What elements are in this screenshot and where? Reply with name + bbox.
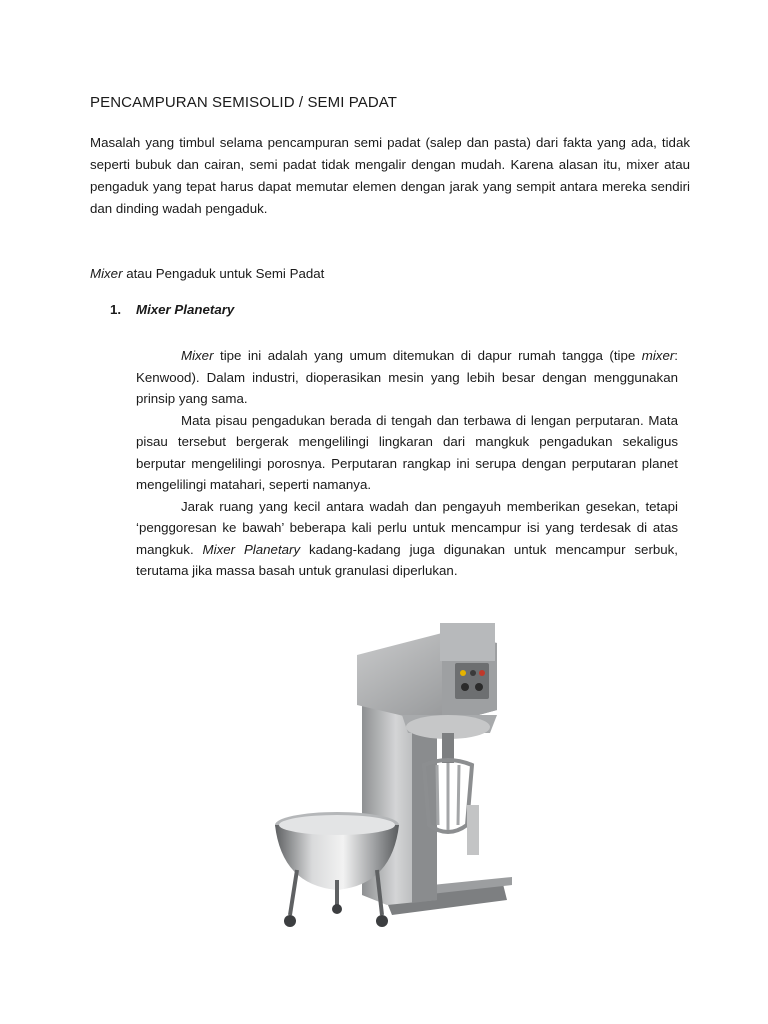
subheading-rest: atau Pengaduk untuk Semi Padat (122, 266, 325, 281)
body-text (136, 345, 678, 582)
caster-wheel (376, 915, 388, 927)
planetary-mixer-image (262, 615, 512, 945)
paragraph-2: Mata pisau pengadukan berada di tengah dan terbawa di lengan perputaran. Mata pisau tersebut bergerak mengelilingi lingkaran dari mangkuk pengadukan sekaligus berputar mengelilingi porosnya. Perputaran rangkap ini serupa dengan perputaran planet mengelilingi matahari, seperti namanya. (136, 412, 678, 492)
p3-italic-b: Mixer Planetary (202, 541, 301, 557)
p1-text-d: : Kenwood). Dalam industri, dioperasikan mesin yang lebih besar dengan menggunakan prinsip yang sama. (136, 348, 678, 406)
control-panel (455, 663, 489, 699)
p3-text-a: Jarak ruang yang kecil antara wadah dan pengayuh memberikan gesekan, tetapi ‘penggoresan ke bawah’ beberapa kali perlu untuk mencampur isi yang terdesak di atas mangkuk. (136, 498, 678, 557)
caster-wheel (332, 904, 342, 914)
caster-wheel (284, 915, 296, 927)
intro-paragraph: Masalah yang timbul selama pencampuran semi padat (salep dan pasta) dari fakta yang ada, tidak seperti bubuk dan cairan, semi padat tidak mengalir dengan mudah. Karena alasan itu, mixer atau pengaduk yang tepat harus dapat memutar elemen dengan jarak yang sempit antara mereka sendiri dan dinding wadah pengaduk. (90, 135, 690, 216)
page-title: PENCAMPURAN SEMISOLID / SEMI PADAT (90, 94, 398, 111)
list-item-label: Mixer Planetary (136, 302, 235, 317)
p1-italic-a: Mixer (181, 348, 214, 363)
paragraph-1 (136, 345, 678, 410)
subheading-italic: Mixer (90, 266, 123, 281)
p3-text-c: kadang-kadang juga digunakan untuk mencampur serbuk, terutama jika massa basah untuk granulasi diperlukan. (136, 541, 679, 578)
list-item-number: 1. (110, 302, 122, 317)
p1-italic-c: mixer (641, 348, 675, 363)
paragraph-3 (136, 496, 678, 582)
p1-text-b: tipe ini adalah yang umum ditemukan di dapur rumah tangga (tipe (213, 348, 642, 363)
planetary-mixer-illustration (262, 615, 512, 945)
section-subheading (90, 266, 324, 281)
list-item-heading (110, 302, 234, 317)
